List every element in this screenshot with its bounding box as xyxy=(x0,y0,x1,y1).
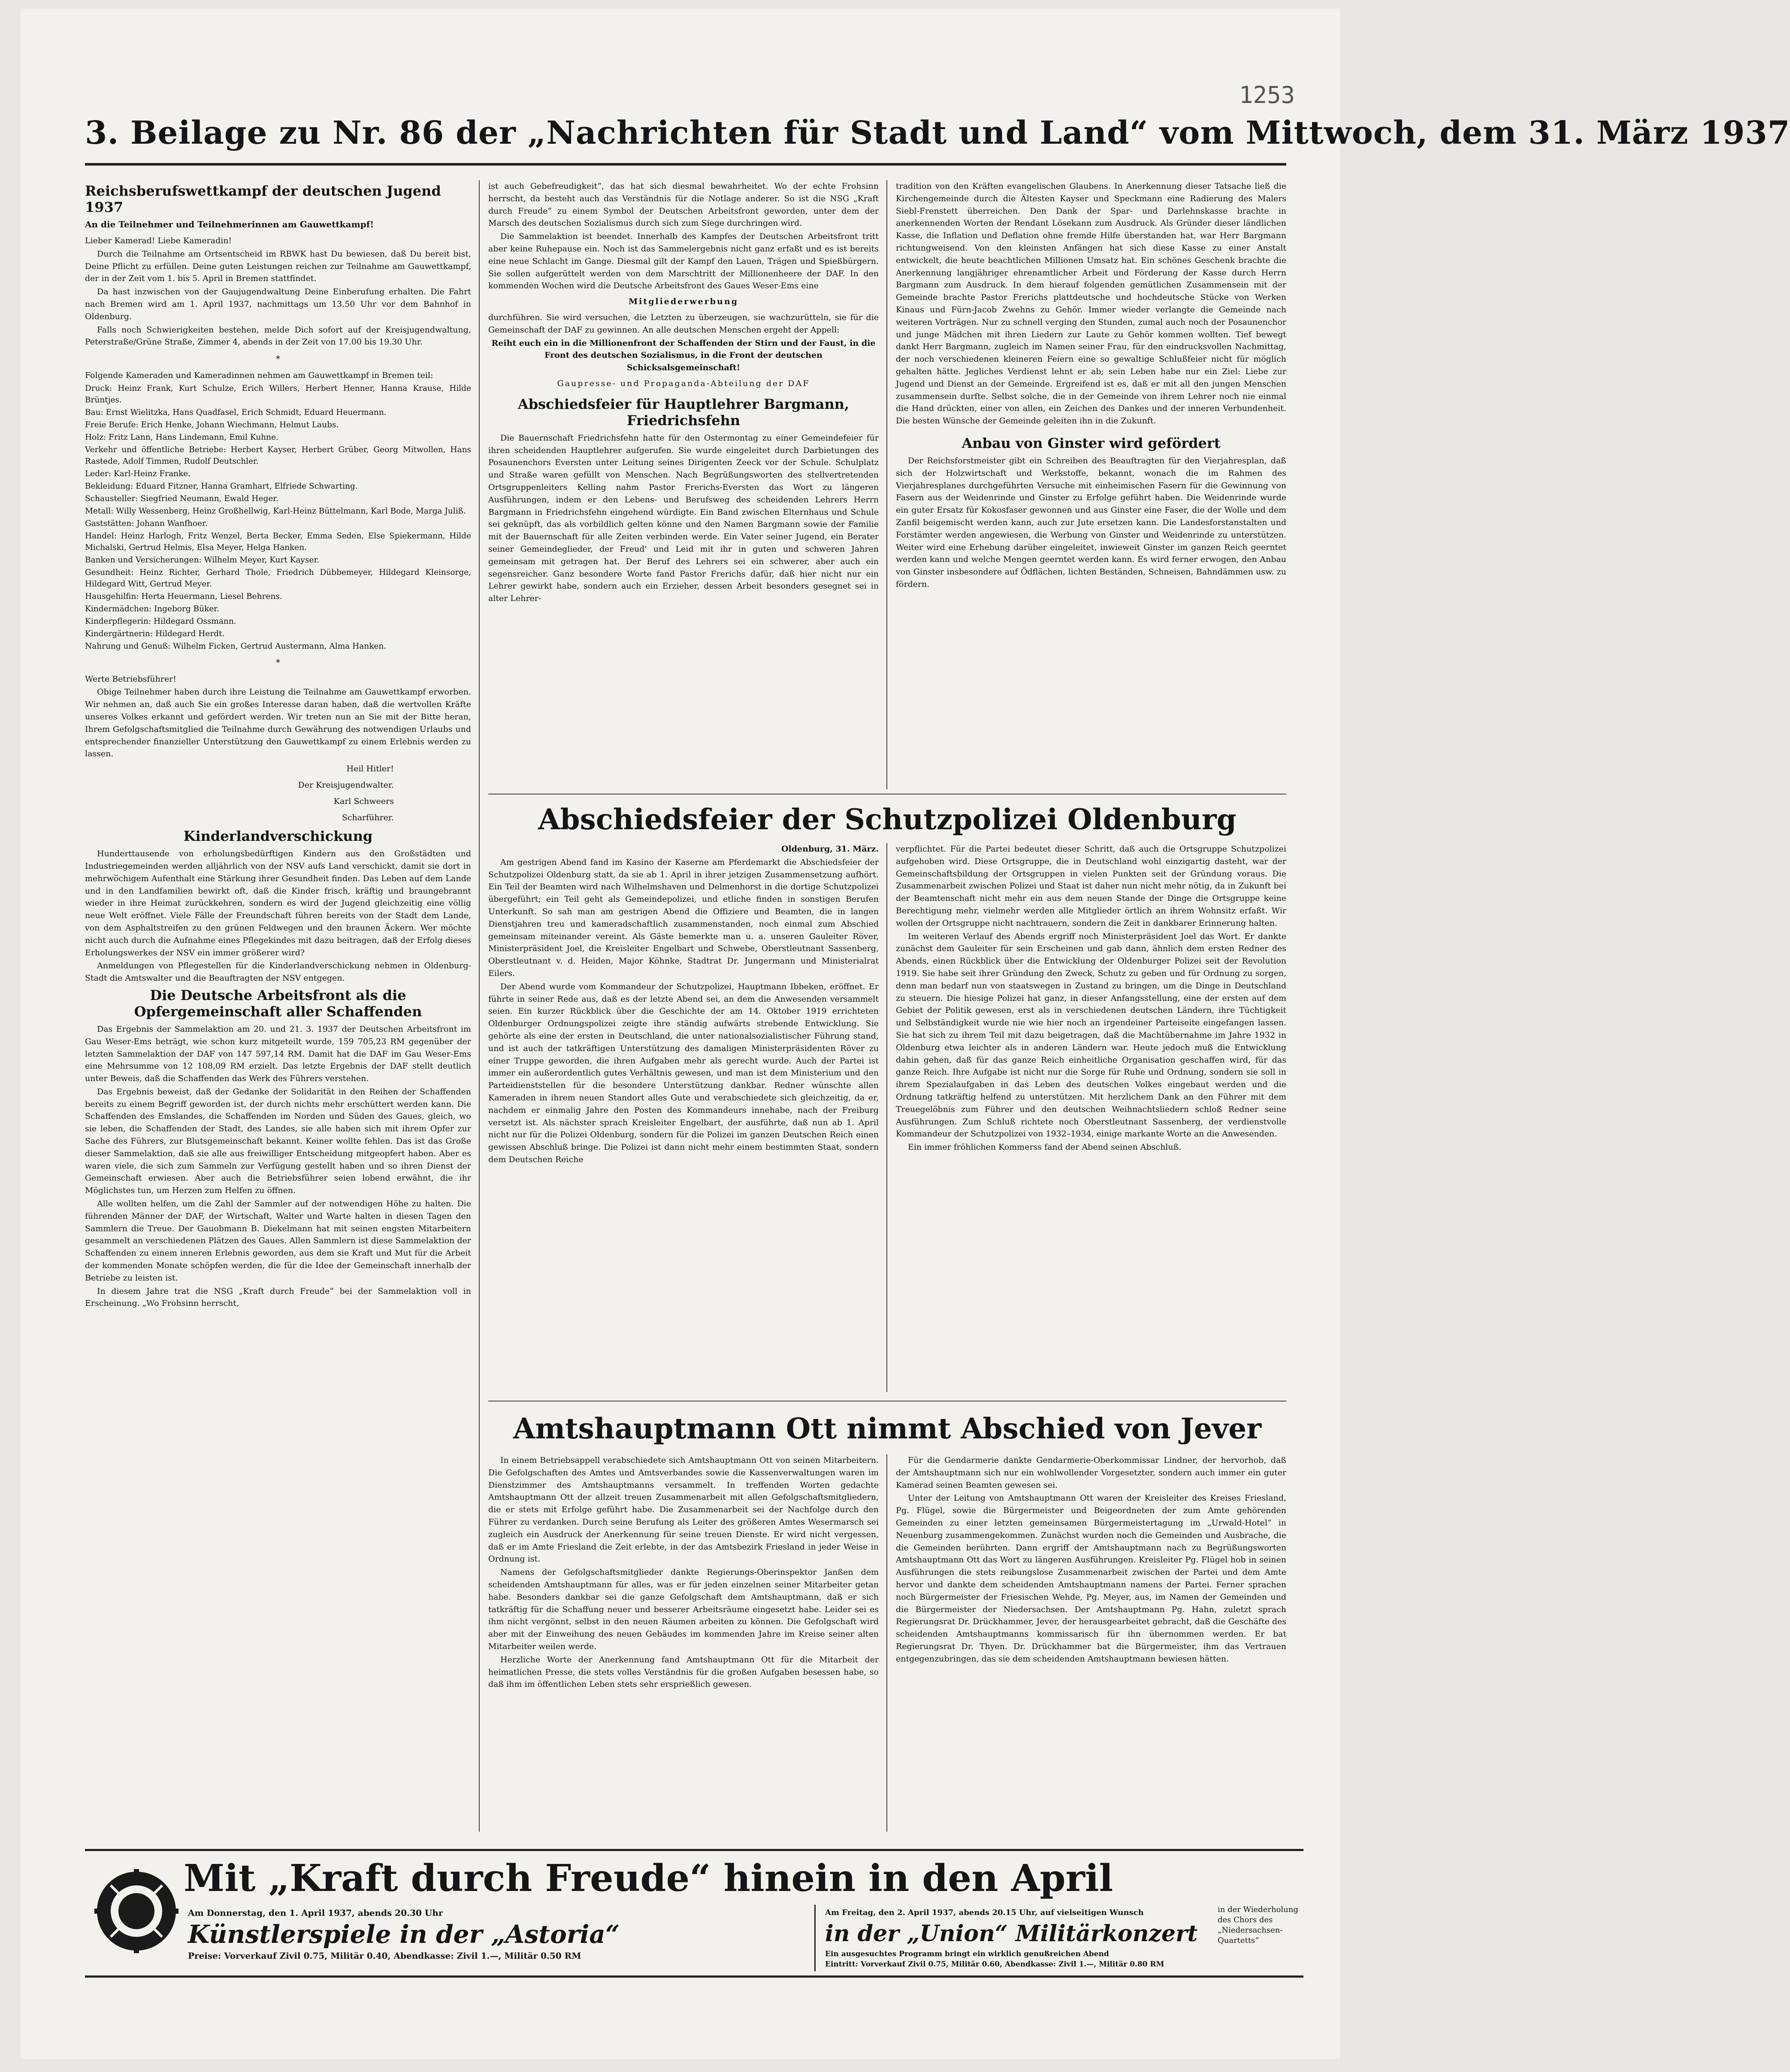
article-subtitle: An die Teilnehmer und Teilnehmerinnen am Gauwettkampf! xyxy=(85,219,374,230)
list-item: Leder: Karl-Heinz Franke. xyxy=(85,469,191,478)
ad-event-title: in der „Union“ Militärkonzert xyxy=(825,1921,1198,1947)
paragraph: Da hast inzwischen von der Gaujugendwaltung Deine Einberufung erhalten. Die Fahrt nach Bremen wird am 1. April 1937, nachmittags um 13.50 Uhr vor dem Bahnhof in Oldenburg. xyxy=(85,287,471,321)
list-item: Banken und Versicherungen: Wilhelm Meyer, Kurt Kayser. xyxy=(85,555,320,565)
list-item: Holz: Fritz Lann, Hans Lindemann, Emil Kuhne. xyxy=(85,432,278,442)
ad-prices: Preise: Vorverkauf Zivil 0.75, Militär 0.40, Abendkasse: Zivil 1.—, Militär 0.50 RM xyxy=(188,1951,581,1961)
ad-prices: Eintritt: Vorverkauf Zivil 0.75, Militär 0.60, Abendkasse: Zivil 1.—, Militär 0.80 RM xyxy=(825,1960,1164,1969)
list-item: Kinderpflegerin: Hildegard Ossmann. xyxy=(85,616,236,626)
ad-subtext: Ein ausgesuchtes Programm bringt ein wirklich genußreichen Abend xyxy=(825,1950,1109,1958)
masthead: 3. Beilage zu Nr. 86 der „Nachrichten für Stadt und Land“ vom Mittwoch, dem 31. März 1937 xyxy=(85,115,1790,151)
signature-line: Karl Schweers xyxy=(333,797,394,806)
polizei-left-column xyxy=(488,843,879,1167)
subheading: Mitgliederwerbung xyxy=(629,297,738,307)
paragraph: Durch die Teilnahme am Ortsentscheid im RBWK hast Du bewiesen, daß Du bereit bist, Deine Pflicht zu erfüllen. Deine guten Leistungen reichen zur Teilnahme am Gauwettkampf, der in der Zeit vom 1. bis 5. April in Bremen stattfindet. xyxy=(85,249,471,284)
list-item: Handel: Heinz Harlogh, Fritz Wenzel, Berta Becker, Emma Seden, Else Spiekermann, Hilde Michalski, Gertrud Helmis, Elsa Meyer, Helga Hanken. xyxy=(85,531,471,552)
headline-ott: Amtshauptmann Ott nimmt Abschied von Jever xyxy=(513,1412,1261,1445)
column-rule xyxy=(479,180,480,1832)
list-item: Freie Berufe: Erich Henke, Johann Wiechmann, Helmut Laubs. xyxy=(85,420,339,429)
column-rule xyxy=(886,180,887,789)
kdf-advertisement xyxy=(85,1849,1303,1978)
paragraph: durchführen. Sie wird versuchen, die Letzten zu überzeugen, sie wachzurütteln, sie für die Gemeinschaft der DAF zu gewinnen. An alle deutschen Menschen ergeht der Appell: xyxy=(488,312,879,335)
page-number: 1253 xyxy=(1239,82,1295,109)
paragraph: Namens der Gefolgschaftsmitglieder dankte Regierungs-Oberinspektor Janßen dem scheidenden Amtshauptmann für alles, was er für jeden einzelnen seiner Mitarbeiter getan habe. Besonders dankbar sei die ganze Gefolgschaft dem Amtshauptmann, daß er sich tatkräftig für die Schaffung neuer und besserer Arbeitsräume eingesetzt habe. Leider sei es ihm nicht vergönnt, selbst in den neuen Räumen arbeiten zu können. Die Gefolgschaft wird aber mit der Einweihung des neuen Gebäudes im kommenden Jahre im Kreise seiner alten Mitarbeiter weilen werde. xyxy=(488,1568,879,1651)
list-item: Gesundheit: Heinz Richter, Gerhard Thole, Friedrich Dübbemeyer, Hildegard Kleinsorge, Hildegard Witt, Gertrud Meyer. xyxy=(85,568,471,589)
list-item: Verkehr und öffentliche Betriebe: Herbert Kayser, Herbert Grüber, Georg Mitwollen, Hans Rastede, Adolf Timmen, Rudolf Deutschler. xyxy=(85,445,471,466)
ad-date: Am Donnerstag, den 1. April 1937, abends 20.30 Uhr xyxy=(188,1908,443,1918)
paragraph: Falls noch Schwierigkeiten bestehen, melde Dich sofort auf der Kreisjugendwaltung, Peterstraße/Grüne Straße, Zimmer 4, abends in der Zeit von 17.00 bis 19.30 Uhr. xyxy=(85,325,471,347)
paragraph: tradition von den Kräften evangelischen Glaubens. In Anerkennung dieser Tatsache ließ die Kirchengemeinde durch die Ältesten Kayser und Speckmann eine Radierung des Malers Siebl-Frenstett überreichen. Den Dank der Spar- und Darlehnskasse brachte in anerkennenden Worten der Rendant Lösekann zum Ausdruck. Als Gründer dieser ländlichen Kasse, die Inflation und Deflation ohne fremde Hilfe überstanden hat, war Herr Bargmann richtungweisend. Von den kleinsten Anfängen hat sich diese Kasse zu einer Anstalt entwickelt, die heute beachtlichen Millionen Umsatz hat. Ein schönes Geschenk brachte die Anerkennung langjähriger ehrenamtlicher Arbeit und Förderung der Kasse durch Herrn Bargmann zum Ausdruck. In dem hierauf folgenden gemütlichen Zusammensein mit der Gemeinde brachte Pastor Frerichs plattdeutsche und hochdeutsche Stücke von Werken Kinaus und Fürn-Jacob Zwehns zu Gehör. Immer wieder verlangte die Gemeinde nach weiteren Vorträgen. Nur zu schnell verging den Stunden, zumal auch noch der Posaunenchor und junge Mädchen mit ihren Liedern zur Laute zu Gehör kommen wollten. Tief bewegt dankt Herr Bargmann, zugleich im Namen seiner Frau, für den eindrucksvollen Nachmittag, der noch verschiedenen kleineren Feiern eine so gewaltige Schlußfeier nicht für möglich gehalten hätte. Jegliches Verdienst lehnt er ab; sein Leben habe nur ein Ziel: Liebe zur Jugend und Dienst an der Gemeinde. Ergreifend ist es, daß er mit all den jungen Menschen zusammensein durfte. Selbst solche, die in der Gemeinde von ihrem Lehrer noch nie einmal die Hand drückten, einer von allen, ein Zeichen des Dankes und der inneren Verbundenheit. Die besten Wünsche der Gemeinde geleiten ihn in die Zukunft. xyxy=(896,181,1286,426)
paragraph: Anmeldungen von Pflegestellen für die Kinderlandverschickung nehmen in Oldenburg-Stadt die Amtswalter und die Beauftragten der NSV entgegen. xyxy=(85,961,471,983)
byline: Gaupresse- und Propaganda-Abteilung der DAF xyxy=(557,378,810,388)
paragraph: Im weiteren Verlauf des Abends ergriff noch Ministerpräsident Joel das Wort. Er dankte zunächst dem Gauleiter für sein Erscheinen und gab dann, ähnlich dem ersten Redner des Abends, einen Rückblick über die Entwicklung der Oldenburger Polizei seit der Revolution 1919. Sie habe seit ihrer Gründung den Zweck, Schutz zu geben und für Ordnung zu sorgen, denn man bedarf nun von staatswegen in Zustand zu bringen, um die Dinge in Deutschland zu steuern. Die hiesige Polizei hat ganz, in dieser Anfangsstellung, eine der ersten auf dem Gebiet der Politik gewesen, erst als in verschiedenen deutschen Ländern, ihre Tüchtigkeit und Selbständigkeit wurde nie wie hier noch an irgendeiner Parteiseite eingefangen lassen. Sie hat sich zu ihrem Teil mit dazu beigetragen, daß die Machtübernahme im Jahre 1932 in Oldenburg etwa leichter als in anderen Ländern war. Heute jedoch muß die Entwicklung dahin gehen, daß für das ganze Reich einheitliche Organisation geschaffen wird, für das ganze Reich. Ihre Aufgabe ist nicht nur die Sorge für Ruhe und Ordnung, sondern sie soll in ihrem Spezialaufgaben in das Leben des deutschen Volkes eingebaut werden und die Ordnung tatkräftig helfend zu unterstützen. Mit herzlichem Dank an den Führer mit dem Treuegelöbnis zum Führer und den deutschen Weihnachtsliedern schloß Redner seine Ausführungen. Zum Schluß richtete noch Oberstleutnant Sassenberg, der verdienstvolle Kommandeur der Schutzpolizei von 1932–1934, einige markante Worte an die Anwesenden. xyxy=(896,931,1286,1139)
column-3 xyxy=(896,180,1286,592)
masthead-rule xyxy=(85,163,1286,166)
article-title-bargmann: Abschiedsfeier für Hauptlehrer Bargmann, Friedrichsfehn xyxy=(517,396,850,429)
paragraph: Hunderttausende von erholungsbedürftigen Kindern aus den Großstädten und Industriegemeinden werden alljährlich von der NSV aufs Land verschickt, damit sie dort in mehrwöchigem Aufenthalt eine Stärkung ihrer Gesundheit finden. Das Leben auf dem Lande und in den Landfamilien bewirkt oft, daß die Kinder frisch, kräftig und braungebrannt wieder in ihre Heimat zurückkehren, sondern es wird der Jugend gleichzeitig eine völlig neue Welt eröffnet. Viele Fälle der Freundschaft führen bereits von der Stadt dem Lande, von dem Asphaltstreifen zu den grünen Feldwegen und den braunen Äckern. Wer möchte nicht auch durch die Aufnahme eines Pflegekindes mit dazu beitragen, daß der Erfolg dieses Erholungswerkes der NSV ein immer größerer wird? xyxy=(85,849,471,957)
ad-date: Am Freitag, den 2. April 1937, abends 20.15 Uhr, auf vielseitigen Wunsch xyxy=(825,1908,1144,1917)
paragraph: Die Bauernschaft Friedrichsfehn hatte für den Ostermontag zu einer Gemeindefeier für ihren scheidenden Hauptlehrer aufgerufen. Sie wurde eingeleitet durch Darbietungen des Posaunenchors Eversten unter Leitung seines Dirigenten Zeeck vor der Schule. Schulplatz und Straße waren gefüllt von Menschen. Nach Begrüßungsworten des stellvertretenden Ortsgruppenleiters Kelling nahm Pastor Frerichs-Eversten das Wort zu längeren Ausführungen, indem er den Lebens- und Berufsweg des scheidenden Lehrers Herrn Bargmann in Friedrichsfehn eingehend würdigte. Ein Band zwischen Elternhaus und Schule sei geknüpft, das als vorbildlich gelten könne und den Namen Bargmann sowie der Familie mit der Bauernschaft für alle Zeiten verbinden werde. Ein Vater seiner Jugend, ein Berater seiner Gemeindeglieder, der Freud' und Leid mit ihr in guten und schweren Jahren gemeinsam mit getragen hat. Der Beruf des Lehrers sei ein schwerer, aber auch ein segensreicher. Ganz besondere Worte fand Pastor Frerichs dafür, daß hier nicht nur ein Lehrer gewirkt habe, sondern auch ein Erzieher, dessen Arbeit besonders gesegnet sei in alter Lehrer- xyxy=(488,433,879,604)
list-item: Bekleidung: Eduard Fitzner, Hanna Gramhart, Elfriede Schwarting. xyxy=(85,481,358,491)
column-rule xyxy=(886,843,887,1392)
appeal: Reiht euch ein in die Millionenfront der Schaffenden der Stirn und der Faust, in die Front des deutschen Sozialismus, in die Front der deutschen Schicksalsgemeinschaft! xyxy=(491,338,876,373)
ad-event-title: Künstlerspiele in der „Astoria“ xyxy=(188,1920,620,1949)
list-item: Druck: Heinz Frank, Kurt Schulze, Erich Willers, Herbert Henner, Hanna Krause, Hilde Brüntjes. xyxy=(85,384,471,405)
paragraph: Folgende Kameraden und Kameradinnen nehmen am Gauwettkampf in Bremen teil: xyxy=(85,370,433,380)
list-item: Kindergärtnerin: Hildegard Herdt. xyxy=(85,629,225,638)
list-item: Bau: Ernst Wielitzka, Hans Quadfasel, Erich Schmidt, Eduard Heuermann. xyxy=(85,408,387,417)
paragraph: Der Abend wurde vom Kommandeur der Schutzpolizei, Hauptmann Ibbeken, eröffnet. Er führte in seiner Rede aus, daß es der letzte Abend sei, an dem die Anwesenden versammelt seien. Ein kurzer Rückblick über die Geschichte der am 14. Oktober 1919 errichteten Oldenburger Ordnungspolizei zeigte ihre ständig aufwärts strebende Entwicklung. Sie gehörte als eine der ersten in Deutschland, die unter nationalsozialistischer Führung stand, und ist auch der tatkräftigen Unterstützung des damaligen Ministerpräsidenten Röver zu einer Truppe geworden, die ihren Aufgaben mehr als gerecht wurde. Auch der Partei ist immer ein außerordentlich gutes Verhältnis gewesen, und man ist dem Ministerium und den Parteidienststellen für die besondere Unterstützung dankbar. Redner wünschte allen Kameraden in ihrem neuen Standort alles Gute und verabschiedete sich gleichzeitig, da er, nachdem er einmalig Jahre den Posten des Kommandeurs innehabe, nach der Freiburg versetzt ist. Als nächster sprach Kreisleiter Engelbart, der ausführte, daß nun ab 1. April nicht nur für die Polizei Oldenburg, sondern für die Polizei im ganzen Deutschen Reich einen gewissen Abschluß bringe. Die Polizei ist dann nicht mehr einem bestimmten Staat, sondern dem Deutschen Reiche xyxy=(488,982,879,1164)
paragraph: Unter der Leitung von Amtshauptmann Ott waren der Kreisleiter des Kreises Friesland, Pg. Flügel, sowie die Bürgermeister und Beigeordneten der zum Amte gehörenden Gemeinden zu einer letzten gemeinsamen Bürgermeistertagung im „Urwald-Hotel“ in Neuenburg zusammengekommen. Zunächst wurden noch die Gemeinden und Ausbrache, die die Gemeinden berührten. Dann ergriff der Amtshauptmann nach zu Begrüßungsworten Amtshauptmann Ott das Wort zu längeren Ausführungen. Kreisleiter Pg. Flügel hob in seinen Ausführungen die stets reibungslose Zusammenarbeit zwischen der Partei und dem Amte hervor und dankte dem scheidenden Amtshauptmann namens der Partei. Ferner sprachen noch Bürgermeister der Friesischen Wehde, Pg. Meyer, aus, im Namen der Gemeinden und die Bürgermeister der Niedersachsen. Der Amtshauptmann Pg. Hahn, zuletzt sprach Regierungsrat Dr. Drückhammer, Jever, der herausgearbeitet gebracht, daß die Geschäfte des scheidenden Amtshauptmanns kommissarisch für ihn übernommen werden. Er bat Regierungsrat Dr. Thyen. Dr. Drückhammer bat die Bürgermeister, ihm das Vertrauen entgegenzubringen, das sie dem scheidenden Amtshauptmann bewiesen hätten. xyxy=(896,1493,1286,1664)
article-title-daf: Die Deutsche Arbeitsfront als die Opfergemeinschaft aller Schaffenden xyxy=(134,987,422,1020)
paragraph: Der Reichsforstmeister gibt ein Schreiben des Beauftragten für den Vierjahresplan, daß sich der Holzwirtschaft und Werkstoffe, bekannt, wonach die im Rahmen des Vierjahresplanes durchgeführten Versuche mit einheimischen Fasern für die Gewinnung von Fasern aus der Weidenrinde und Ginster zu Erfolge geführt haben. Die Weidenrinde wurde ein guter Ersatz für Kokosfaser gewonnen und aus Ginster eine Faser, die der Wolle und dem Zanfil beigemischt werden kann, auch zur Jute ersetzen kann. Die Landesforstanstalten und Forstämter werden angewiesen, die Werbung von Ginster und Weidenrinde zu unterstützen. Weiter wird eine Erhebung darüber eingeleitet, inwieweit Ginster im ganzen Reich geerntet werden kann und welche Mengen geerntet werden kann. Es wird ferner erwogen, den Anbau von Ginster insbesondere auf Ödflächen, lichten Beständen, Schneisen, Bahndämmen usw. zu fördern. xyxy=(896,456,1286,589)
column-1 xyxy=(85,180,471,1311)
paragraph: Herzliche Worte der Anerkennung fand Amtshauptmann Ott für die Mitarbeit der heimatlichen Presse, die stets volles Verständnis für die großen Aufgaben besessen habe, so daß ihm im öffentlichen Leben stets sehr ersprießlich gewesen. xyxy=(488,1655,879,1689)
list-item: Nahrung und Genuß: Wilhelm Ficken, Gertrud Austermann, Alma Hanken. xyxy=(85,641,387,651)
paragraph: Für die Gendarmerie dankte Gendarmerie-Oberkommissar Lindner, der hervorhob, daß der Amtshauptmann sich nur ein wohlwollender Vorgesetzter, sondern auch immer ein guter Kamerad seinen Beamten gewesen sei. xyxy=(896,1456,1286,1490)
ad-divider xyxy=(814,1905,816,1971)
article-title-berufswettkampf: Reichsberufswettkampf der deutschen Jugend 1937 xyxy=(85,183,441,215)
paragraph: verpflichtet. Für die Partei bedeutet dieser Schritt, daß auch die Ortsgruppe Schutzpolizei aufgehoben wird. Diese Ortsgruppe, die in Deutschland wohl einzigartig dasteht, war der Gemeinschaftsbildung der Ortsgruppen in vielen Punkten seit der Gründung voraus. Die Zusammenarbeit zwischen Polizei und Staat ist daher nun nicht mehr nötig, da in Zukunft bei der Beamtenschaft nicht mehr ein aus dem neuen Stande der Dinge die Ortsgruppe keine Berechtigung mehr, vielmehr werden alle Mitglieder örtlich an ihrem Wohnsitz erfaßt. Wir wollen der Ortsgruppe nicht nachtrauern, sondern die Zeit in dankbarer Erinnerung halten. xyxy=(896,844,1286,928)
list-item: Gaststätten: Johann Wanfhoer. xyxy=(85,519,208,528)
article-title-kinderland: Kinderlandverschickung xyxy=(183,828,373,845)
article-title-ginster: Anbau von Ginster wird gefördert xyxy=(962,435,1221,451)
greeting: Lieber Kamerad! Liebe Kameradin! xyxy=(85,236,232,245)
separator-star: * xyxy=(276,353,280,364)
signature-line: Der Kreisjugendwalter. xyxy=(298,780,394,790)
paragraph: Das Ergebnis der Sammelaktion am 20. und 21. 3. 1937 der Deutschen Arbeitsfront im Gau Weser-Ems beträgt, wie schon kurz mitgeteilt wurde, 159 705,23 RM gegenüber der letzten Sammelaktion der DAF von 147 597,14 RM. Damit hat die DAF im Gau Weser-Ems eine Mehrsumme von 12 108,09 RM erzielt. Das letzte Ergebnis der DAF stellt deutlich unter Beweis, daß die Schaffenden das Werk des Führers verstehen. xyxy=(85,1024,471,1084)
kdf-emblem-icon xyxy=(94,1868,179,1954)
paragraph: Das Ergebnis beweist, daß der Gedanke der Solidarität in den Reihen der Schaffenden bereits zu einem Begriff geworden ist, der durch nichts mehr erschüttert werden kann. Die Schaffenden des Emslandes, die Schaffenden im Norden und Süden des Gaues, gleich, wo sie leben, die Schaffenden der Stadt, des Landes, sie alle haben sich mit ihrem Opfer zur Sache des Führers, zur Blutsgemeinschaft bekannt. Keiner wollte fehlen. Das ist das Große dieser Sammelaktion, daß sie alle aus freiwilliger Entscheidung mitgeopfert haben. Aber es waren viele, die sich zum Sammeln zur Verfügung gestellt haben und so ihren Dienst der Gemeinschaft erwiesen. Aber auch die Betriebsführer seien lobend erwähnt, die ihr Möglichstes tun, um Herzen zum Helfen zu öffnen. xyxy=(85,1087,471,1196)
ott-left-column xyxy=(488,1454,879,1691)
paragraph: Ein immer fröhlichen Kommerss fand der Abend seinen Abschluß. xyxy=(908,1142,1182,1152)
list-item: Hausgehilfin: Herta Heuermann, Liesel Behrens. xyxy=(85,592,282,601)
column-rule xyxy=(886,1454,887,1832)
column-2 xyxy=(488,180,879,606)
paragraph: Am gestrigen Abend fand im Kasino der Kaserne am Pferdemarkt die Abschiedsfeier der Schutzpolizei Oldenburg statt, da sie ab 1. April in ihrer jetzigen Zusammensetzung aufhört. Ein Teil der Beamten wird nach Wilhelmshaven und Delmenhorst in die dortige Schutzpolizei übergeführt; ein Teil geht als Gemeindepolizei, und etliche finden in sonstigen Berufen Unterkunft. So sah man am gestrigen Abend die Offiziere und Beamten, die in langen Dienstjahren treu und kameradschaftlich zusammenstanden, noch einmal zum Abschied gemeinsam miteinander vereint. Als Gäste bemerkte man u. a. unseren Gauleiter Röver, Ministerpräsident Joel, die Kreisleiter Engelbart und Schwebe, Oberstleutnant Sassenberg, Oberstleutnant v. d. Heiden, Major Köhnke, Stadtrat Dr. Jungermann und Ministerialrat Eilers. xyxy=(488,857,879,978)
paragraph: Alle wollten helfen, um die Zahl der Sammler auf der notwendigen Höhe zu halten. Die führenden Männer der DAF, der Wirtschaft, Walter und Warte halten in diesen Tagen den Sammlern die Treue. Der Gauobmann B. Diekelmann hat mit seinen engsten Mitarbeitern gesammelt an verschiedenen Plätzen des Gaues. Allen Sammlern ist diese Sammelaktion der Schaffenden zu einem inneren Erlebnis geworden, aus dem sie Kraft und Mut für die Arbeit der kommenden Monate schöpfen werden, die für die Idee der Gemeinschaft innerhalb der Betriebe zu leisten ist. xyxy=(85,1199,471,1283)
list-item: Schausteller: Siegfried Neumann, Ewald Heger. xyxy=(85,494,278,503)
paragraph: In einem Betriebsappell verabschiedete sich Amtshauptmann Ott von seinen Mitarbeitern. Die Gefolgschaften des Amtes und Amtsverbandes sowie die Kassenverwaltungen waren im Dienstzimmer des Amtshauptmanns versammelt. In treffenden Worten gedachte Amtshauptmann Ott der allzeit treuen Zusammenarbeit mit allen Gefolgschaftsmitgliedern, die er stets mit Erfolge geführt habe. Die Zusammenarbeit sei der Nachfolge durch den Führer zu verdanken. Durch seine Berufung als Leiter des größeren Amtes Wesermarsch sei zugleich ein Ausdruck der Anerkennung für seine treuen Dienste. Er wird nicht vergessen, daß er im Amte Friesland die Zeit erlebte, in der das Amtsbezirk Friesland in jeder Weise in Ordnung ist. xyxy=(488,1456,879,1564)
signature-line: Scharführer. xyxy=(342,813,394,823)
paragraph: ist auch Gebefreudigkeit“, das hat sich diesmal bewahrheitet. Wo der echte Frohsinn herrscht, da besteht auch das Verständnis für die Notlage anderer. So ist die NSG „Kraft durch Freude“ zu einem Symbol der Deutschen Arbeitsfront geworden, unter dem der Marsch des deutschen Sozialismus durch sich zum Siege durchringen wird. xyxy=(488,181,879,228)
ott-right-column xyxy=(896,1454,1286,1666)
ad-headline: Mit „Kraft durch Freude“ hinein in den April xyxy=(184,1857,1113,1900)
polizei-right-column xyxy=(896,843,1286,1154)
ad-note: in der Wiederholung des Chors des „Niedersachsen-Quartetts“ xyxy=(1218,1905,1298,1945)
headline-polizei: Abschiedsfeier der Schutzpolizei Oldenburg xyxy=(538,803,1237,836)
paragraph: Die Sammelaktion ist beendet. Innerhalb des Kampfes der Deutschen Arbeitsfront tritt aber keine Ruhepause ein. Noch ist das Sammelergebnis nicht ganz erfaßt und es ist bereits eine neue Schlacht im Gange. Diesmal gilt der Kampf den Lauen, Trägen und Spießbürgern. Sie sollen aufgerüttelt werden von dem Marschtritt der Millionenheere der DAF. In den kommenden Wochen wird die Deutsche Arbeitsfront des Gaues Weser-Ems eine xyxy=(488,232,879,291)
newspaper-page xyxy=(21,9,1790,2059)
dateline: Oldenburg, 31. März. xyxy=(781,844,879,854)
paragraph: In diesem Jahre trat die NSG „Kraft durch Freude“ bei der Sammelaktion voll in Erscheinung. „Wo Frohsinn herrscht, xyxy=(85,1286,471,1308)
list-item: Kindermädchen: Ingeborg Büker. xyxy=(85,604,219,613)
paragraph: Obige Teilnehmer haben durch ihre Leistung die Teilnahme am Gauwettkampf erworben. Wir nehmen an, daß auch Sie ein großes Interesse daran haben, daß die wertvollen Kräfte unseres Volkes erkannt und gefördert werden. Wir treten nun an Sie mit der Bitte heran, Ihrem Gefolgschaftsmitglied die Teilnahme durch Gewährung des notwendigen Urlaubs und entsprechender finanzieller Unterstützung den Gauwettkampf zu einem Erlebnis werden zu lassen. xyxy=(85,687,471,759)
ad-astoria xyxy=(188,1907,810,1962)
signature-line: Heil Hitler! xyxy=(346,764,394,774)
separator-star: * xyxy=(276,657,280,668)
salutation: Werte Betriebsführer! xyxy=(85,674,176,684)
list-item: Metall: Willy Wessenberg, Heinz Großhellwig, Karl-Heinz Büttelmann, Karl Bode, Marga Juliß. xyxy=(85,506,466,516)
